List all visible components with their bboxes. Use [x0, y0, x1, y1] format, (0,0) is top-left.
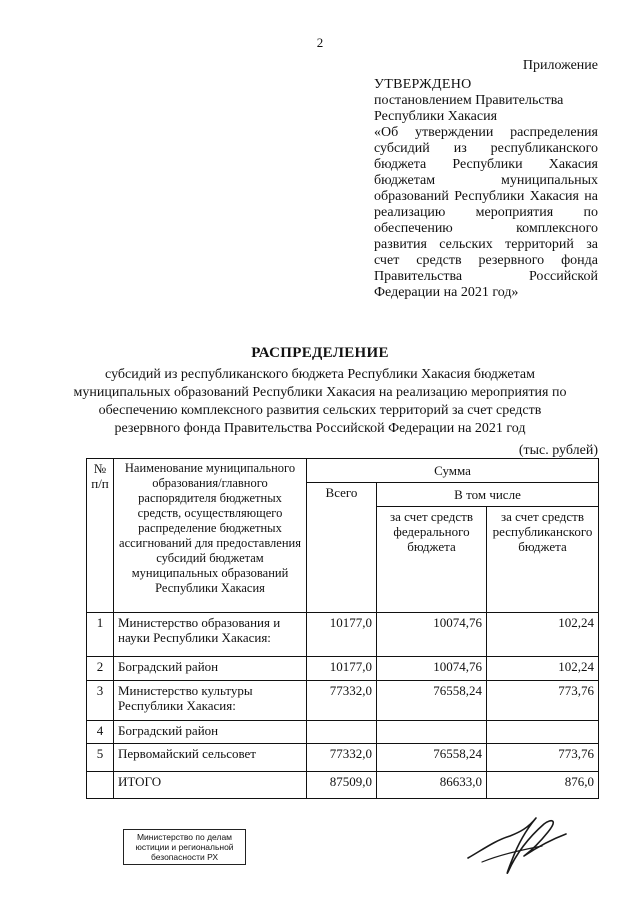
row-name: Министерство культуры Республики Хакасия:	[114, 681, 307, 721]
header-federal: за счет средств федерального бюджета	[377, 507, 487, 613]
header-sum: Сумма	[307, 459, 599, 483]
approval-line: субсидий из республиканского	[374, 141, 598, 156]
row-num: 3	[87, 681, 114, 721]
subtitle-line: обеспечению комплексного развития сельских территорий за счет средств	[98, 403, 542, 418]
row-federal: 10074,76	[377, 657, 487, 681]
row-republican: 773,76	[487, 744, 599, 772]
approval-line: Республики Хакасия	[374, 109, 498, 124]
registration-stamp	[123, 829, 246, 865]
row-name: Министерство образования и науки Республики Хакасия:	[114, 613, 307, 657]
row-name: ИТОГО	[114, 772, 307, 799]
approval-heading: УТВЕРЖДЕНО	[374, 77, 472, 92]
units-note: (тыс. рублей)	[518, 443, 598, 458]
approval-line: Правительства Российской	[374, 269, 598, 284]
document-title: РАСПРЕДЕЛЕНИЕ	[251, 345, 389, 361]
table-row-total	[87, 772, 599, 799]
row-total: 10177,0	[307, 613, 377, 657]
row-num: 5	[87, 744, 114, 772]
stamp-line: Министерство по делам	[136, 832, 233, 842]
row-republican	[487, 721, 599, 744]
approval-line: бюджета Республики Хакасия	[374, 157, 598, 172]
row-republican: 773,76	[487, 681, 599, 721]
approval-line: постановлением Правительства	[374, 93, 564, 108]
row-total: 10177,0	[307, 657, 377, 681]
row-total	[307, 721, 377, 744]
approval-line: бюджетам муниципальных	[374, 173, 598, 188]
approval-line: Федерации на 2021 год»	[374, 285, 519, 300]
approval-line: развития сельских территорий за	[374, 237, 598, 252]
stamp-line: безопасности РХ	[150, 852, 219, 862]
header-total: Всего	[307, 483, 377, 613]
row-federal: 76558,24	[377, 681, 487, 721]
row-total: 87509,0	[307, 772, 377, 799]
approval-line: образований Республики Хакасия на	[374, 189, 598, 204]
header-republican: за счет средств республиканского бюджета	[487, 507, 599, 613]
subtitle-line: субсидий из республиканского бюджета Республики Хакасия бюджетам	[105, 367, 535, 382]
table-row	[87, 613, 599, 657]
row-num: 2	[87, 657, 114, 681]
stamp-line: юстиции и региональной	[135, 842, 234, 852]
approval-block	[374, 77, 598, 301]
approval-line: обеспечению комплексного	[374, 221, 598, 236]
table-row	[87, 657, 599, 681]
row-num	[87, 772, 114, 799]
document-subtitle	[40, 366, 600, 438]
table-row	[87, 744, 599, 772]
row-total: 77332,0	[307, 744, 377, 772]
row-republican: 876,0	[487, 772, 599, 799]
row-federal: 76558,24	[377, 744, 487, 772]
approval-line: «Об утверждении распределения	[374, 125, 598, 140]
row-federal: 86633,0	[377, 772, 487, 799]
header-name: Наименование муниципального образования/главного распорядителя бюджетных средств, осуществляющего распределение бюджетных ассигнований для предоставления субсидий бюджетам муниципальных образований Республики Хакасия	[114, 459, 307, 613]
row-num: 4	[87, 721, 114, 744]
table-row	[87, 681, 599, 721]
row-total: 77332,0	[307, 681, 377, 721]
row-republican: 102,24	[487, 657, 599, 681]
page-number: 2	[316, 35, 324, 50]
subtitle-line: резервного фонда Правительства Российской Федерации на 2021 год	[114, 421, 526, 436]
header-including: В том числе	[377, 483, 599, 507]
header-num: № п/п	[87, 459, 114, 613]
row-name: Боградский район	[114, 657, 307, 681]
distribution-table	[86, 458, 599, 799]
approval-line: реализацию мероприятия по	[374, 205, 598, 220]
signature-icon	[462, 810, 572, 880]
row-republican: 102,24	[487, 613, 599, 657]
row-federal: 10074,76	[377, 613, 487, 657]
appendix-label: Приложение	[522, 58, 598, 73]
row-name: Боградский район	[114, 721, 307, 744]
row-federal	[377, 721, 487, 744]
row-name: Первомайский сельсовет	[114, 744, 307, 772]
row-num: 1	[87, 613, 114, 657]
subtitle-line: муниципальных образований Республики Хакасия на реализацию мероприятия по	[73, 385, 567, 400]
table-row	[87, 721, 599, 744]
approval-line: счет средств резервного фонда	[374, 253, 598, 268]
